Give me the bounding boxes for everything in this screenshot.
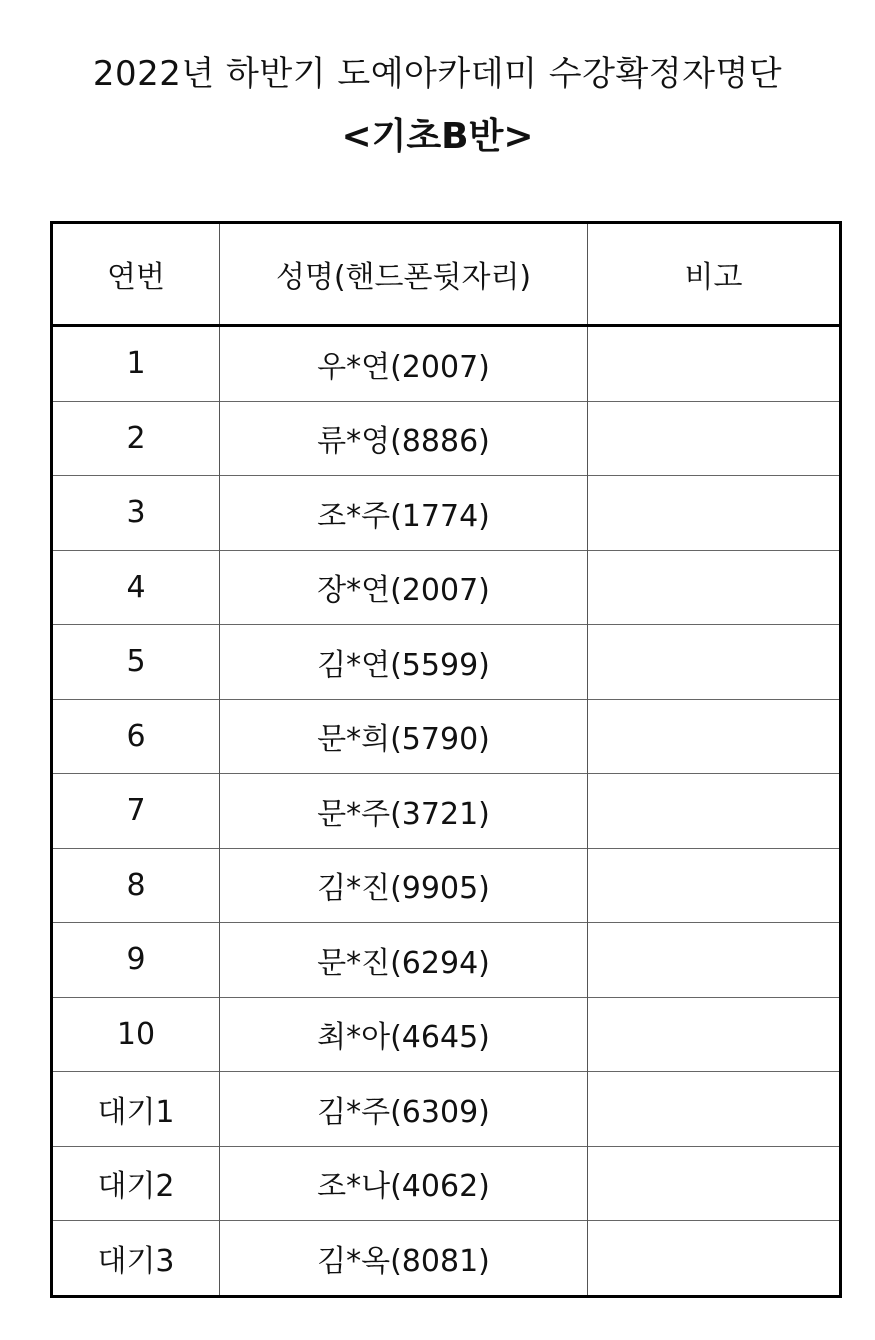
enrollment-table <box>50 221 842 1298</box>
row-name: 류*영(8886) <box>220 401 588 476</box>
row-note <box>588 476 841 551</box>
row-number: 10 <box>52 997 220 1072</box>
table-row <box>52 1072 841 1147</box>
header-name: 성명(핸드폰뒷자리) <box>220 223 588 326</box>
table-row <box>52 997 841 1072</box>
row-note <box>588 699 841 774</box>
table-row <box>52 401 841 476</box>
row-note <box>588 1072 841 1147</box>
table-row <box>52 550 841 625</box>
row-name: 문*희(5790) <box>220 699 588 774</box>
row-note <box>588 326 841 402</box>
row-note <box>588 774 841 849</box>
row-number: 6 <box>52 699 220 774</box>
row-name: 문*주(3721) <box>220 774 588 849</box>
document-title: 2022년 하반기 도예아카데미 수강확정자명단 <box>92 54 783 94</box>
row-note <box>588 401 841 476</box>
row-name: 조*나(4062) <box>220 1146 588 1221</box>
table-row <box>52 625 841 700</box>
row-number: 대기3 <box>52 1221 220 1297</box>
row-number: 7 <box>52 774 220 849</box>
row-note <box>588 550 841 625</box>
table-header <box>52 223 841 326</box>
row-name: 김*연(5599) <box>220 625 588 700</box>
header-number: 연번 <box>52 223 220 326</box>
row-name: 김*진(9905) <box>220 848 588 923</box>
header-note: 비고 <box>588 223 841 326</box>
row-number: 3 <box>52 476 220 551</box>
row-name: 조*주(1774) <box>220 476 588 551</box>
class-subtitle: <기초B반> <box>341 116 534 157</box>
header-row <box>52 223 841 326</box>
row-name: 장*연(2007) <box>220 550 588 625</box>
row-number: 대기2 <box>52 1146 220 1221</box>
row-number: 5 <box>52 625 220 700</box>
table-row <box>52 476 841 551</box>
table-row <box>52 1146 841 1221</box>
row-number: 대기1 <box>52 1072 220 1147</box>
row-name: 김*옥(8081) <box>220 1221 588 1297</box>
table-row <box>52 774 841 849</box>
table-row <box>52 326 841 402</box>
row-name: 최*아(4645) <box>220 997 588 1072</box>
row-note <box>588 625 841 700</box>
table-row <box>52 1221 841 1297</box>
table-row <box>52 923 841 998</box>
row-note <box>588 848 841 923</box>
row-number: 2 <box>52 401 220 476</box>
row-note <box>588 997 841 1072</box>
row-name: 김*주(6309) <box>220 1072 588 1147</box>
row-number: 4 <box>52 550 220 625</box>
row-number: 8 <box>52 848 220 923</box>
row-note <box>588 1146 841 1221</box>
row-note <box>588 923 841 998</box>
table-body <box>52 326 841 1297</box>
row-note <box>588 1221 841 1297</box>
row-number: 9 <box>52 923 220 998</box>
row-name: 우*연(2007) <box>220 326 588 402</box>
row-number: 1 <box>52 326 220 402</box>
table-row <box>52 699 841 774</box>
table-row <box>52 848 841 923</box>
row-name: 문*진(6294) <box>220 923 588 998</box>
